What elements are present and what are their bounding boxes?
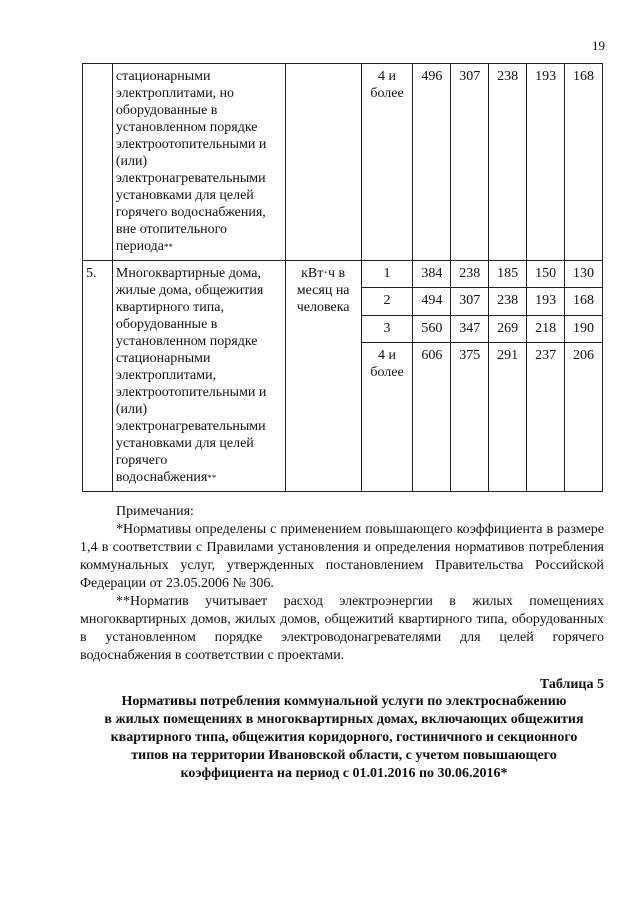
row-number-cell: 5. bbox=[83, 261, 113, 492]
row-description-cell: Многоквартирные дома, жилые дома, общежития квартирного типа, оборудованные в установленном порядке стационарными электроплитами, электроотопительными и (или) электронагревательными установками для целей горячего водоснабжения** bbox=[112, 261, 285, 492]
value-cell: 206 bbox=[565, 343, 603, 492]
value-cell: 307 bbox=[451, 288, 489, 315]
table-caption: Таблица 5 bbox=[539, 677, 604, 692]
value-cell: 347 bbox=[451, 315, 489, 342]
value-cell: 496 bbox=[413, 64, 451, 261]
value-cell: 168 bbox=[565, 64, 603, 261]
unit-cell bbox=[285, 64, 361, 261]
value-cell: 269 bbox=[489, 315, 527, 342]
value-cell: 384 bbox=[413, 261, 451, 288]
rooms-cell: 2 bbox=[361, 288, 413, 315]
notes-section bbox=[80, 503, 604, 665]
table-title-line: Нормативы потребления коммунальной услуги по электроснабжению bbox=[121, 694, 567, 709]
table-row-5-sub1 bbox=[83, 261, 603, 288]
value-cell: 291 bbox=[489, 343, 527, 492]
row-description-cell: стационарными электроплитами, но оборудованные в установленном порядке электроотопительными и (или) электронагревательными установками для целей горячего водоснабжения, вне отопительного периода** bbox=[112, 64, 285, 261]
value-cell: 237 bbox=[527, 343, 565, 492]
unit-cell: кВт·ч в месяц на человека bbox=[285, 261, 361, 492]
value-cell: 307 bbox=[451, 64, 489, 261]
footnote-marker: ** bbox=[207, 473, 217, 483]
value-cell: 238 bbox=[451, 261, 489, 288]
row-number-cell bbox=[83, 64, 113, 261]
rooms-cell: 1 bbox=[361, 261, 413, 288]
value-cell: 150 bbox=[527, 261, 565, 288]
rooms-cell: 4 и более bbox=[361, 343, 413, 492]
table-title-line: квартирного типа, общежития коридорного, гостиничного и секционного bbox=[110, 730, 578, 745]
rooms-cell: 4 и более bbox=[361, 64, 413, 261]
note-1: *Нормативы определены с применением повышающего коэффициента в размере 1,4 в соответствии с Правилами установления и определения нормативов потребления коммунальных услуг, утвержденных постановлением Правительства Российской Федерации от 23.05.2006 № 306. bbox=[80, 522, 604, 591]
value-cell: 193 bbox=[527, 64, 565, 261]
note-2: **Норматив учитывает расход электроэнергии в жилых помещениях многоквартирных домов, жилых домов, общежитий квартирного типа, оборудованных в установленном порядке электроводонагревателями для целей горячего водоснабжения в соответствии с проектами. bbox=[80, 594, 604, 663]
value-cell: 375 bbox=[451, 343, 489, 492]
value-cell: 494 bbox=[413, 288, 451, 315]
notes-heading: Примечания: bbox=[116, 504, 194, 519]
norms-table bbox=[82, 63, 603, 492]
value-cell: 190 bbox=[565, 315, 603, 342]
footnote-marker: ** bbox=[164, 242, 174, 252]
value-cell: 606 bbox=[413, 343, 451, 492]
value-cell: 130 bbox=[565, 261, 603, 288]
value-cell: 238 bbox=[489, 64, 527, 261]
page-number: 19 bbox=[592, 38, 605, 53]
table-title-line: типов на территории Ивановской области, с учетом повышающего bbox=[131, 748, 557, 763]
value-cell: 560 bbox=[413, 315, 451, 342]
value-cell: 185 bbox=[489, 261, 527, 288]
table-row-continuation bbox=[83, 64, 603, 261]
value-cell: 238 bbox=[489, 288, 527, 315]
value-cell: 168 bbox=[565, 288, 603, 315]
value-cell: 193 bbox=[527, 288, 565, 315]
table-title-line: в жилых помещениях в многоквартирных домах, включающих общежития bbox=[104, 712, 584, 727]
table-title bbox=[60, 693, 628, 783]
table-title-line: коэффициента на период с 01.01.2016 по 30.06.2016* bbox=[180, 766, 508, 781]
value-cell: 218 bbox=[527, 315, 565, 342]
rooms-cell: 3 bbox=[361, 315, 413, 342]
